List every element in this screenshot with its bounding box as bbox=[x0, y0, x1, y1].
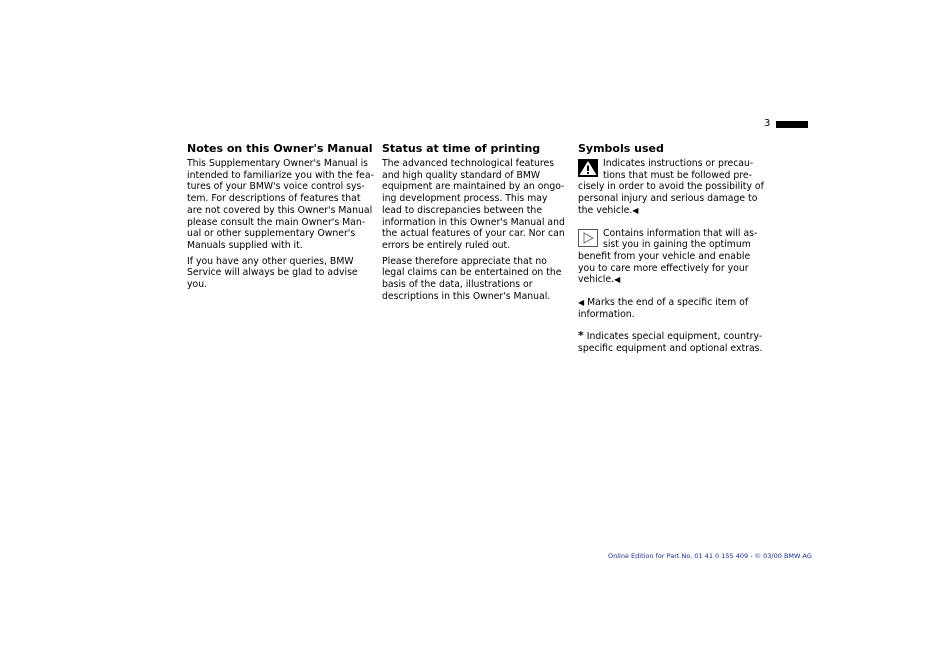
end-mark-text: Marks the end of a specific item of information. bbox=[578, 297, 749, 320]
star-text: Indicates special equipment, country-specific equipment and optional extras. bbox=[578, 331, 763, 355]
notes-paragraph-2: If you have any other queries, BMW Service will always be glad to advise you. bbox=[187, 255, 358, 291]
status-paragraph-1: The advanced technological features and high quality standard of BMW equipment are maintained by an ongoing development process. This may lead to discrepancies between the information in this Owner's Manual and the actual features of your car. Nor can errors be entirely ruled out. bbox=[382, 158, 565, 251]
star-entry bbox=[578, 331, 768, 354]
notes-heading: Notes on this Owner's Manual bbox=[187, 142, 373, 155]
page-marker-bar bbox=[776, 121, 808, 128]
status-column bbox=[382, 142, 568, 306]
notes-column bbox=[187, 142, 375, 295]
status-paragraph-2: Please therefore appreciate that no legal claims can be entertained on the basis of the data, illustrations or descriptions in this Owner's Manual. bbox=[382, 255, 562, 302]
page-number: 3 bbox=[764, 118, 771, 129]
end-mark-icon: ◀ bbox=[632, 205, 639, 215]
end-mark-entry bbox=[578, 297, 768, 320]
status-heading: Status at time of printing bbox=[382, 142, 541, 155]
note-text: Contains information that will assist you in gaining the optimum benefit from your vehicle and enable you to care more effectively for your vehicle. bbox=[578, 227, 758, 286]
asterisk-icon: * bbox=[578, 329, 584, 343]
symbols-heading: Symbols used bbox=[578, 142, 664, 155]
note-symbol-entry bbox=[578, 228, 768, 287]
note-arrow-icon bbox=[578, 229, 598, 247]
warning-text: Indicates instructions or precautions that must be followed precisely in order to avoid the possibility of personal injury and serious damage to the vehicle. bbox=[578, 158, 764, 216]
notes-paragraph-1: This Supplementary Owner's Manual is intended to familiarize you with the features of your BMW's voice control system. For descriptions of features that are not covered by this Owner's Manual please consult the main Owner's Manual or other supplementary Owner's Manuals supplied with it. bbox=[187, 158, 374, 251]
warning-triangle-icon bbox=[578, 159, 598, 177]
end-mark-icon: ◀ bbox=[614, 275, 621, 285]
symbols-column bbox=[578, 142, 768, 366]
warning-symbol-entry bbox=[578, 158, 768, 217]
footer-edition-text: Online Edition for Part No. 01 41 0 155 409 - © 03/00 BMW AG bbox=[608, 552, 812, 560]
end-mark-icon: ◀ bbox=[578, 298, 585, 308]
